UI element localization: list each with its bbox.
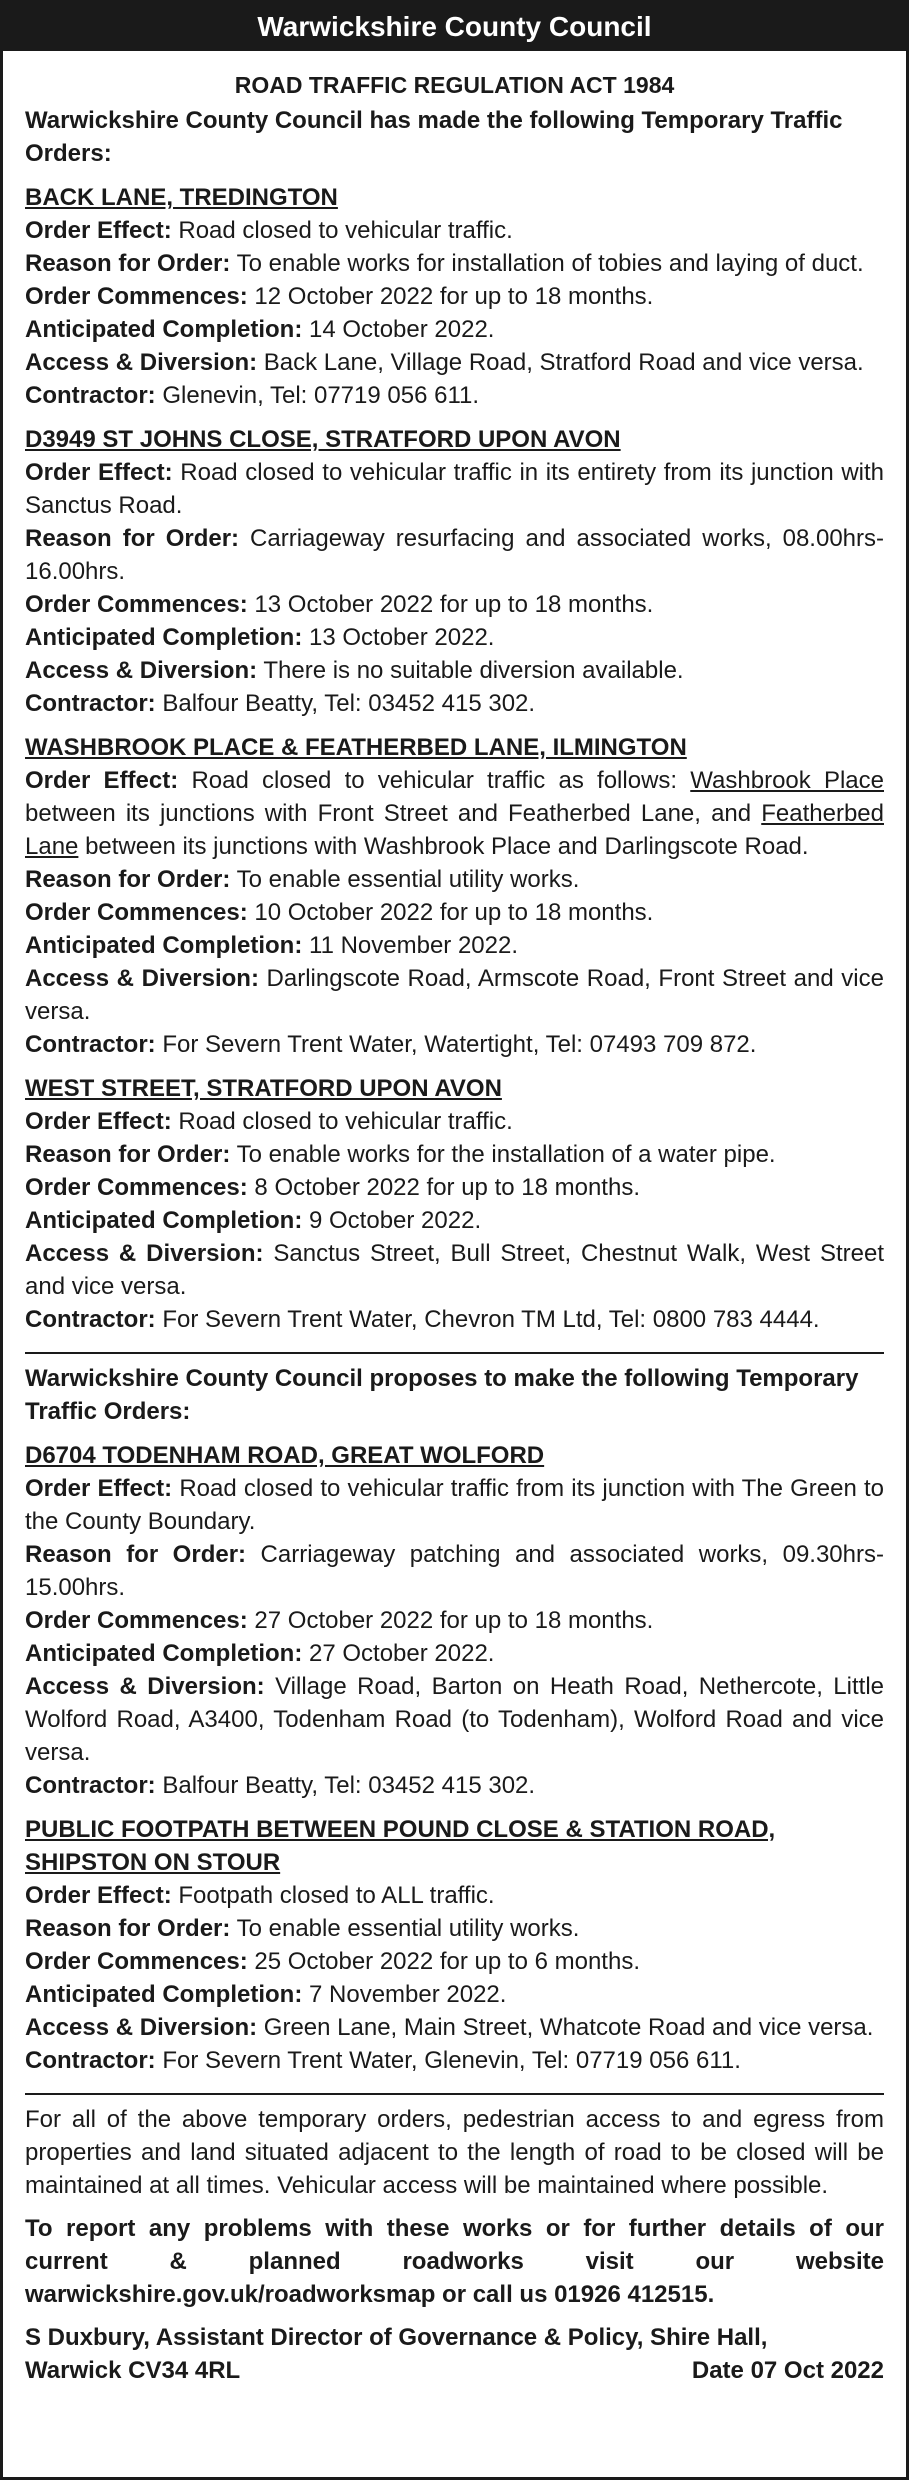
order-commences-label: Order Commences: [25, 283, 248, 310]
order-access-label: Access & Diversion: [25, 2014, 258, 2041]
order-completion-label: Anticipated Completion: [25, 1640, 303, 1667]
act-title: ROAD TRAFFIC REGULATION ACT 1984 [234, 72, 675, 98]
order-contractor-label: Contractor: [25, 382, 156, 409]
order-effect-value: Footpath closed to ALL traffic. [178, 1882, 495, 1909]
order-title: D3949 ST JOHNS CLOSE, STRATFORD UPON AVON [25, 426, 621, 453]
order-access-label: Access & Diversion: [25, 1673, 265, 1700]
order-contractor-label: Contractor: [25, 2047, 156, 2074]
order-reason [25, 1912, 884, 1945]
order-effect [25, 1879, 884, 1912]
section-divider [25, 1352, 884, 1354]
order-access [25, 1670, 884, 1769]
order-completion-value: 7 November 2022. [309, 1981, 507, 2008]
order-reason-value: Carriageway resurfacing and associated works, 08.00hrs-16.00hrs. [25, 525, 884, 585]
order-section [25, 423, 884, 720]
order-contractor [25, 687, 884, 720]
order-effect-label: Order Effect: [25, 1108, 172, 1135]
order-completion [25, 929, 884, 962]
contact-paragraph: To report any problems with these works or for further details of our current & planned roadworks visit our website warwickshire.gov.uk/roadworksmap or call us 01926 412515. [25, 2215, 884, 2308]
order-effect-value: Road closed to vehicular traffic. [178, 1108, 513, 1135]
made-orders-intro: Warwickshire County Council has made the following Temporary Traffic Orders: [25, 107, 843, 167]
order-effect [25, 214, 884, 247]
order-commences [25, 1945, 884, 1978]
order-title: BACK LANE, TREDINGTON [25, 184, 338, 211]
order-effect [25, 456, 884, 522]
order-access [25, 962, 884, 1028]
order-completion-label: Anticipated Completion: [25, 624, 303, 651]
order-title: WEST STREET, STRATFORD UPON AVON [25, 1075, 502, 1102]
order-effect [25, 1472, 884, 1538]
order-completion [25, 1204, 884, 1237]
order-contractor-value: For Severn Trent Water, Chevron TM Ltd, Tel: 0800 783 4444. [162, 1306, 820, 1333]
order-section [25, 181, 884, 412]
order-effect-text: between its junctions with Front Street and Featherbed Lane, and [25, 800, 752, 827]
pedestrian-access-note: For all of the above temporary orders, pedestrian access to and egress from properties and land situated adjacent to the length of road to be closed will be maintained at all times. Vehicular access will be maintained where possible. [25, 2106, 884, 2199]
order-reason-value: To enable essential utility works. [236, 866, 580, 893]
order-effect [25, 764, 884, 863]
order-contractor [25, 1028, 884, 1061]
order-section [25, 731, 884, 1061]
order-effect-value: Road closed to vehicular traffic from its junction with The Green to the County Boundary. [25, 1475, 884, 1535]
signatory-line: S Duxbury, Assistant Director of Governance & Policy, Shire Hall, [25, 2324, 768, 2351]
order-contractor [25, 1303, 884, 1336]
order-commences-value: 12 October 2022 for up to 18 months. [254, 283, 654, 310]
order-reason-value: To enable works for the installation of a water pipe. [236, 1141, 776, 1168]
order-contractor-value: For Severn Trent Water, Glenevin, Tel: 07719 056 611. [162, 2047, 741, 2074]
order-section [25, 1813, 884, 2077]
order-contractor [25, 379, 884, 412]
order-completion-value: 14 October 2022. [309, 316, 495, 343]
order-contractor-label: Contractor: [25, 1306, 156, 1333]
signatory-address: Warwick CV34 4RL [25, 2357, 241, 2384]
order-effect-value: Road closed to vehicular traffic. [178, 217, 513, 244]
order-completion [25, 313, 884, 346]
order-access-value: Darlingscote Road, Armscote Road, Front Street and vice versa. [25, 965, 884, 1025]
order-reason-label: Reason for Order: [25, 250, 231, 277]
order-commences-label: Order Commences: [25, 1174, 248, 1201]
order-commences-value: 8 October 2022 for up to 18 months. [254, 1174, 640, 1201]
order-title: PUBLIC FOOTPATH BETWEEN POUND CLOSE & STATION ROAD, SHIPSTON ON STOUR [25, 1816, 776, 1876]
order-section [25, 1439, 884, 1802]
road-name: Featherbed Lane [25, 800, 884, 860]
order-completion-label: Anticipated Completion: [25, 1207, 303, 1234]
address-date-row [25, 2354, 884, 2387]
notice-date: Date 07 Oct 2022 [691, 2357, 884, 2384]
order-access-value: Sanctus Street, Bull Street, Chestnut Walk, West Street and vice versa. [25, 1240, 884, 1300]
order-contractor [25, 1769, 884, 1802]
order-contractor-label: Contractor: [25, 690, 156, 717]
order-commences-value: 13 October 2022 for up to 18 months. [254, 591, 654, 618]
order-access-label: Access & Diversion: [25, 657, 258, 684]
order-effect-label: Order Effect: [25, 459, 173, 486]
order-contractor-label: Contractor: [25, 1031, 156, 1058]
order-title: WASHBROOK PLACE & FEATHERBED LANE, ILMINGTON [25, 734, 687, 761]
order-contractor-value: Balfour Beatty, Tel: 03452 415 302. [162, 690, 536, 717]
order-section [25, 1072, 884, 1336]
order-effect-label: Order Effect: [25, 767, 179, 794]
order-reason-label: Reason for Order: [25, 1541, 247, 1568]
order-reason-value: Carriageway patching and associated works, 09.30hrs-15.00hrs. [25, 1541, 884, 1601]
proposed-orders-intro: Warwickshire County Council proposes to make the following Temporary Traffic Orders: [25, 1365, 859, 1425]
order-completion-value: 27 October 2022. [309, 1640, 495, 1667]
order-completion-value: 11 November 2022. [309, 932, 519, 959]
order-access-value: Green Lane, Main Street, Whatcote Road and vice versa. [263, 2014, 874, 2041]
order-access [25, 346, 884, 379]
order-access-label: Access & Diversion: [25, 965, 259, 992]
order-reason [25, 1138, 884, 1171]
order-completion [25, 1637, 884, 1670]
order-commences-value: 10 October 2022 for up to 18 months. [254, 899, 654, 926]
order-commences-value: 25 October 2022 for up to 6 months. [254, 1948, 640, 1975]
order-access-value: Village Road, Barton on Heath Road, Nethercote, Little Wolford Road, A3400, Todenham Road (to Todenham), Wolford Road and vice versa. [25, 1673, 885, 1766]
order-effect-label: Order Effect: [25, 1475, 173, 1502]
order-commences [25, 1171, 884, 1204]
order-reason [25, 863, 884, 896]
order-commences [25, 588, 884, 621]
order-completion-label: Anticipated Completion: [25, 1981, 303, 2008]
order-access [25, 2011, 884, 2044]
order-access [25, 1237, 884, 1303]
order-completion [25, 1978, 884, 2011]
notice-body [3, 70, 906, 2387]
order-completion-label: Anticipated Completion: [25, 316, 303, 343]
order-commences-label: Order Commences: [25, 591, 248, 618]
order-reason-label: Reason for Order: [25, 1915, 231, 1942]
order-effect-text: Road closed to vehicular traffic as follows: [191, 767, 678, 794]
order-commences [25, 280, 884, 313]
order-access-label: Access & Diversion: [25, 349, 258, 376]
order-reason-label: Reason for Order: [25, 866, 231, 893]
order-effect [25, 1105, 884, 1138]
order-commences [25, 896, 884, 929]
order-reason [25, 522, 884, 588]
order-completion [25, 621, 884, 654]
order-contractor-value: Balfour Beatty, Tel: 03452 415 302. [162, 1772, 536, 1799]
order-effect-label: Order Effect: [25, 217, 172, 244]
section-divider [25, 2093, 884, 2095]
council-name: Warwickshire County Council [257, 11, 652, 42]
council-banner [3, 3, 906, 51]
order-access-label: Access & Diversion: [25, 1240, 264, 1267]
order-completion-value: 9 October 2022. [309, 1207, 482, 1234]
order-completion-value: 13 October 2022. [309, 624, 495, 651]
order-effect-text: between its junctions with Washbrook Place and Darlingscote Road. [85, 833, 809, 860]
order-reason-value: To enable works for installation of tobies and laying of duct. [236, 250, 864, 277]
order-contractor-value: For Severn Trent Water, Watertight, Tel: 07493 709 872. [162, 1031, 757, 1058]
order-access [25, 654, 884, 687]
order-access-value: Back Lane, Village Road, Stratford Road and vice versa. [263, 349, 864, 376]
order-commences-label: Order Commences: [25, 899, 248, 926]
order-effect-label: Order Effect: [25, 1882, 172, 1909]
order-reason [25, 247, 884, 280]
order-effect-value: Road closed to vehicular traffic in its entirety from its junction with Sanctus Road. [25, 459, 884, 519]
order-access-value: There is no suitable diversion available. [263, 657, 684, 684]
order-commences-value: 27 October 2022 for up to 18 months. [254, 1607, 654, 1634]
order-commences [25, 1604, 884, 1637]
order-reason-label: Reason for Order: [25, 525, 240, 552]
road-name: Washbrook Place [690, 767, 884, 794]
order-contractor-label: Contractor: [25, 1772, 156, 1799]
order-reason-value: To enable essential utility works. [236, 1915, 580, 1942]
signature-block [25, 2321, 884, 2387]
order-completion-label: Anticipated Completion: [25, 932, 303, 959]
order-contractor-value: Glenevin, Tel: 07719 056 611. [162, 382, 480, 409]
order-title: D6704 TODENHAM ROAD, GREAT WOLFORD [25, 1442, 545, 1469]
order-commences-label: Order Commences: [25, 1948, 248, 1975]
order-commences-label: Order Commences: [25, 1607, 248, 1634]
order-reason [25, 1538, 884, 1604]
order-contractor [25, 2044, 884, 2077]
order-reason-label: Reason for Order: [25, 1141, 231, 1168]
